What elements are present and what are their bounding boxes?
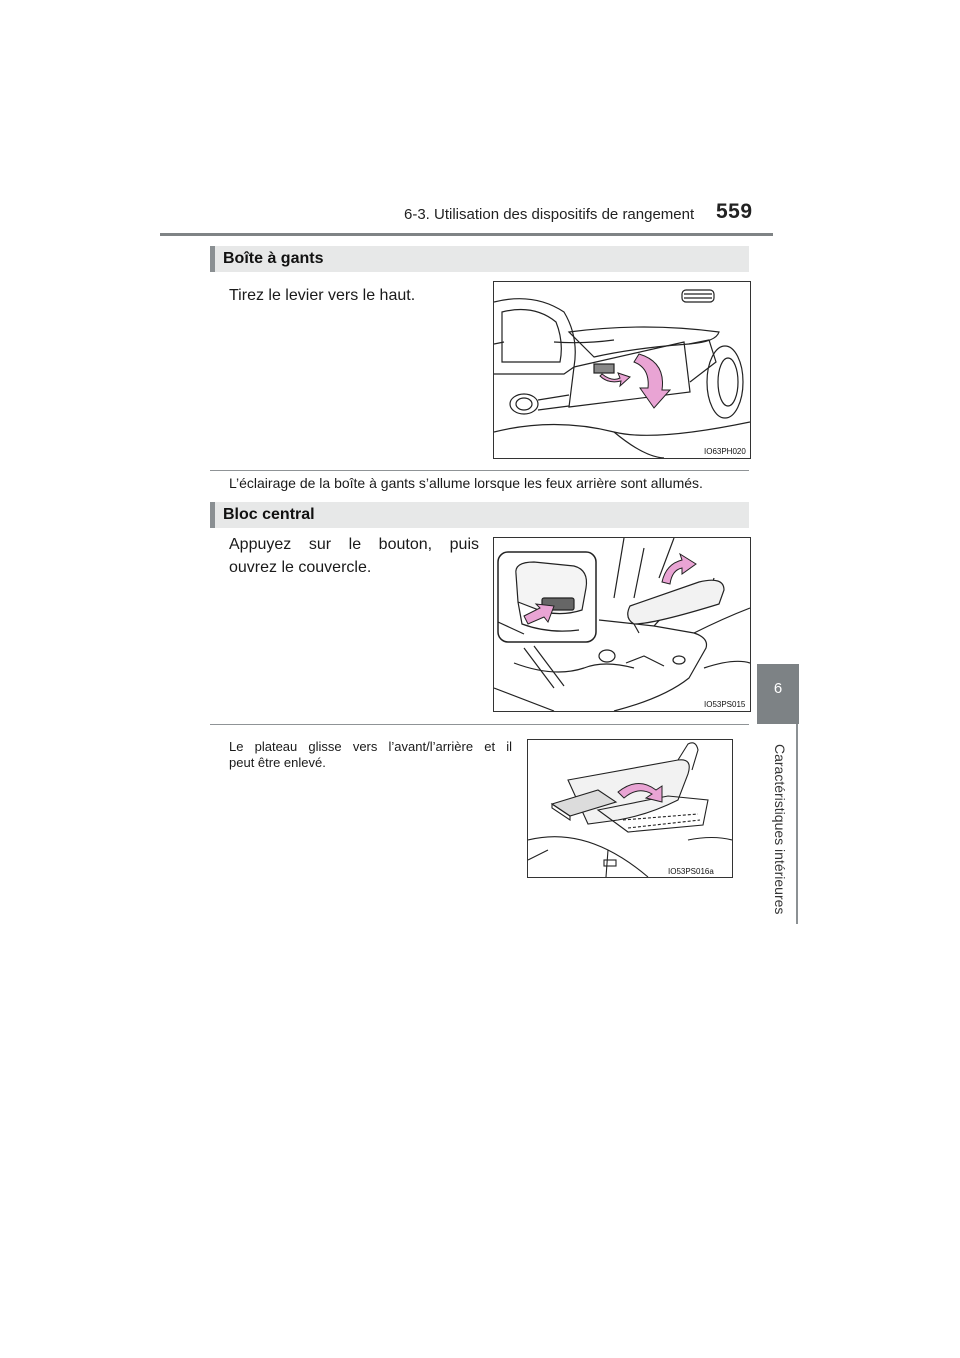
chapter-tab-number: 6 <box>773 680 783 697</box>
section-bar <box>210 502 215 528</box>
tray-figure <box>527 739 733 878</box>
chapter-label: Caractéristiques intérieures <box>772 744 788 915</box>
header-rule <box>160 233 773 236</box>
console-figure <box>493 537 751 712</box>
glove-box-instruction: Tirez le levier vers le haut. <box>229 287 416 304</box>
page-number: 559 <box>716 200 753 223</box>
glove-box-illustration <box>494 282 750 458</box>
tray-note-line2: peut être enlevé. <box>229 755 326 770</box>
glove-box-figure <box>493 281 751 459</box>
glove-box-note: L’éclairage de la boîte à gants s’allume lorsque les feux arrière sont allumés. <box>229 475 703 491</box>
console-illustration <box>494 538 750 711</box>
console-instruction-line2: ouvrez le couvercle. <box>229 559 372 576</box>
console-instruction-line1: Appuyez sur le bouton, puis <box>229 536 479 553</box>
figure-code: IO53PS016a <box>668 867 714 876</box>
section-divider <box>210 724 749 725</box>
section-title: Bloc central <box>223 506 315 523</box>
page-header-title: 6-3. Utilisation des dispositifs de rangement <box>404 206 695 223</box>
section-header-glove-box <box>210 246 749 272</box>
chapter-side-rule <box>796 724 798 924</box>
section-bar <box>210 246 215 272</box>
section-header-center-console <box>210 502 749 528</box>
figure-code: IO63PH020 <box>704 447 746 456</box>
tray-note-line1: Le plateau glisse vers l’avant/l’arrière et il <box>229 739 512 754</box>
section-title: Boîte à gants <box>223 250 324 267</box>
tray-illustration <box>528 740 732 877</box>
figure-code: IO53PS015 <box>704 700 746 709</box>
